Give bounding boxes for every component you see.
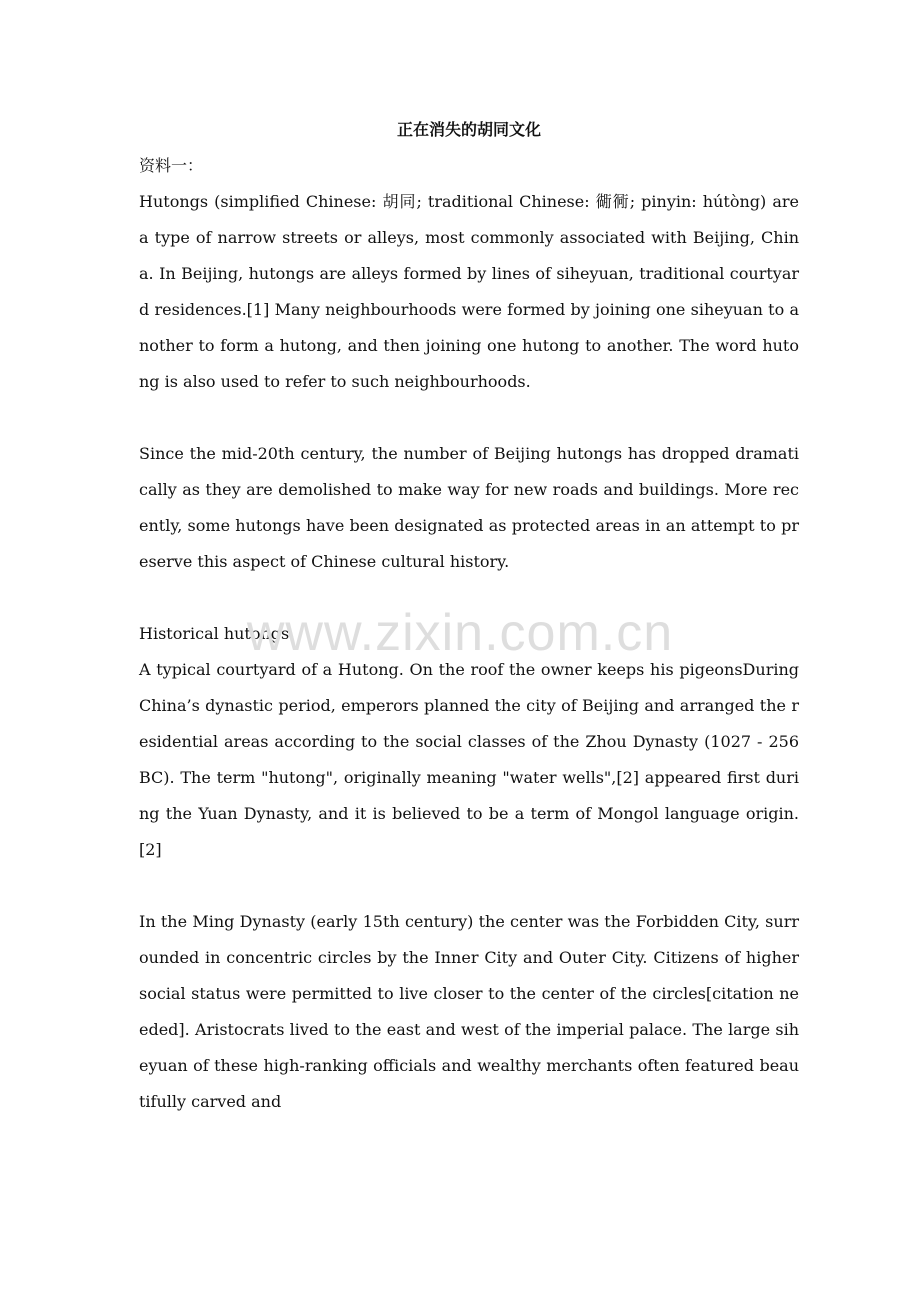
watermark: www.zixin.com.cn <box>246 604 674 662</box>
paragraph-dynastic-period: A typical courtyard of a Hutong. On the roof the owner keeps his pigeonsDuring China’s dynastic period, emperors planned the city of Beijing and arranged the residential areas according to the social classes of the Zhou Dynasty (1027 - 256 BC). The term "hutong", originally meaning "water wells",[2] appeared first during the Yuan Dynasty, and it is believed to be a term of Mongol language origin.[2] <box>139 660 799 859</box>
paragraph-spacer <box>139 400 799 436</box>
paragraph-decline: Since the mid-20th century, the number of Beijing hutongs has dropped dramatically as they are demolished to make way for new roads and buildings. More recently, some hutongs have been designated as protected areas in an attempt to preserve this aspect of Chinese cultural history. <box>139 444 799 571</box>
paragraph-spacer <box>139 580 799 616</box>
paragraph-spacer <box>139 868 799 904</box>
paragraph-intro: Hutongs (simplified Chinese: 胡同; traditional Chinese: 衚衕; pinyin: hútòng) are a type of narrow streets or alleys, most commonly associated with Beijing, China. In Beijing, hutongs are alleys formed by lines of siheyuan, traditional courtyard residences.[1] Many neighbourhoods were formed by joining one siheyuan to another to form a hutong, and then joining one hutong to another. The word hutong is also used to refer to such neighbourhoods. <box>139 192 799 391</box>
document-page <box>139 112 799 1120</box>
paragraph-ming-dynasty: In the Ming Dynasty (early 15th century) the center was the Forbidden City, surrounded in concentric circles by the Inner City and Outer City. Citizens of higher social status were permitted to live closer to the center of the circles[citation needed]. Aristocrats lived to the east and west of the imperial palace. The large siheyuan of these high-ranking officials and wealthy merchants often featured beautifully carved and <box>139 912 799 1111</box>
subheading-historical-hutongs: Historical hutongs <box>139 624 290 643</box>
section-label: 资料一： <box>139 156 204 175</box>
document-title: 正在消失的胡同文化 <box>396 120 541 139</box>
